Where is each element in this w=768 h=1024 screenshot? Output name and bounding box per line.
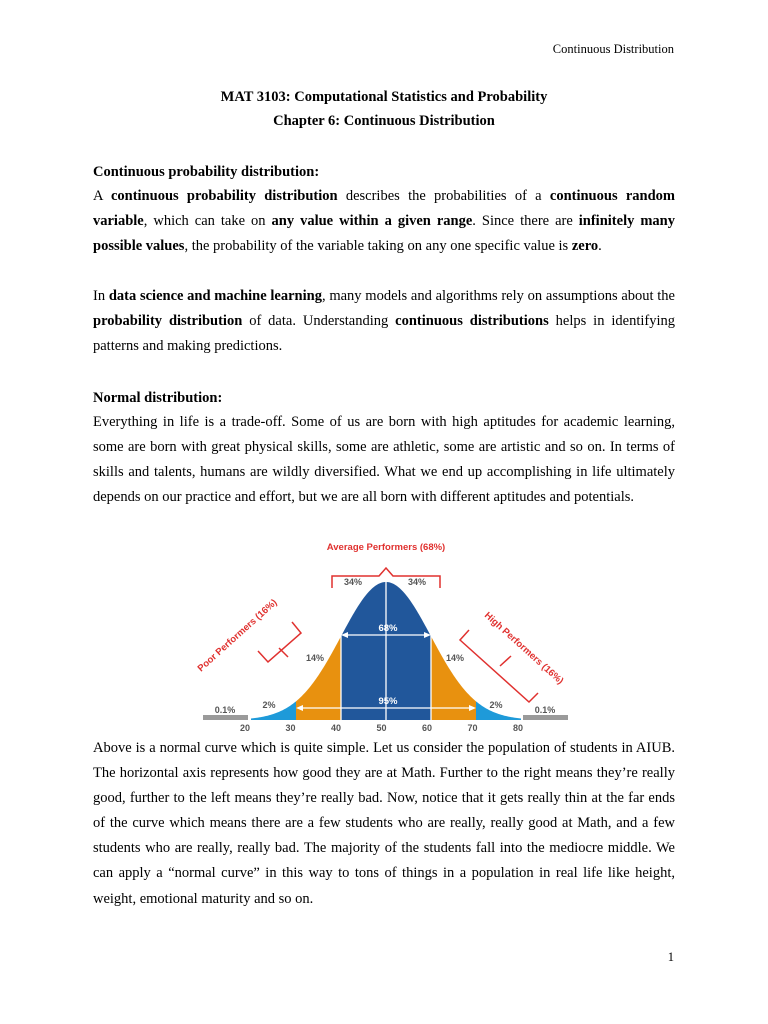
label-01-left: 0.1% [214, 705, 236, 715]
axis-tick-label: 40 [330, 723, 342, 733]
bold-term: probability distribution [93, 313, 243, 330]
paragraph-trade-off: Everything in life is a trade-off. Some of us are born with high aptitudes for academic learning, some are born with great physical skills, some are athletic, some are artistic and so on. In terms of skills and talents, humans are wildly diversified. What we end up accomplishing in life ultimately depends on our practice and effort, but we are all born with different aptitudes and potentials. [93, 414, 675, 506]
paragraph-data-science [93, 284, 675, 359]
bold-term: continuous probability distribution [110, 188, 338, 204]
label-68: 68% [378, 623, 398, 634]
text-run: A [93, 188, 111, 204]
label-14-right: 14% [445, 653, 465, 663]
average-performers-label: Average Performers (68%) [326, 542, 446, 553]
label-2-right: 2% [489, 700, 503, 710]
chapter-title: Chapter 6: Continuous Distribution [273, 113, 495, 129]
axis-tick-label: 60 [421, 723, 433, 733]
label-2-left: 2% [262, 700, 276, 710]
text-run: . Since there are [472, 213, 579, 230]
high-bracket [460, 630, 538, 702]
label-01-right: 0.1% [534, 705, 556, 715]
axis-tick-label: 50 [376, 723, 387, 733]
bold-term: infinitely many possible values [93, 213, 675, 255]
text-run: , which can take on [143, 213, 272, 230]
paragraph-continuous-definition [93, 184, 675, 259]
poor-bracket [258, 622, 301, 662]
label-95: 95% [378, 696, 398, 707]
course-title: MAT 3103: Computational Statistics and Probability [220, 89, 548, 105]
axis-tick-label: 20 [239, 723, 251, 733]
label-34-left: 34% [343, 577, 363, 587]
axis-tick-label: 30 [285, 723, 296, 733]
poor-performers-label: Poor Performers (16%) [195, 597, 280, 675]
axis-tick-label: 80 [512, 723, 524, 733]
axis-ticks [240, 723, 523, 733]
section-heading-normal: Normal distribution: [93, 390, 223, 406]
bold-term: any value within a given range [271, 213, 473, 230]
high-performers-label: High Performers (16%) [481, 610, 566, 687]
normal-curve-figure [193, 538, 577, 734]
running-header: Continuous Distribution [552, 42, 674, 56]
page-number: 1 [667, 950, 674, 964]
label-34-right: 34% [407, 577, 427, 587]
bold-term: continuous random variable [93, 188, 676, 230]
normal-curve-chart [193, 538, 577, 734]
text-run: In [93, 288, 109, 304]
text-run: , many models and algorithms rely on assumptions about the [321, 288, 675, 304]
label-14-left: 14% [305, 653, 325, 663]
bold-term: data science and machine learning [108, 288, 322, 304]
text-run: , the probability of the variable taking on any one specific value is [184, 238, 572, 255]
bold-term: zero [571, 238, 599, 255]
outer-left-bar [203, 715, 248, 720]
paragraph-normal-curve: Above is a normal curve which is quite simple. Let us consider the population of students in AIUB. The horizontal axis represents how good they are at Math. Further to the right means they’re really good, further to the left means they’re really bad. Now, notice that it gets really thin at the far ends of the curve which means there are a few students who are really, really good at Math, and a few students who are really, really bad. The majority of the students fall into the mediocre middle. We can apply a “normal curve” in this way to tons of things in a population in real life like height, weight, emotional maturity and so on. [93, 740, 675, 907]
section-heading-continuous: Continuous probability distribution: [93, 164, 320, 180]
bold-term: continuous distributions [395, 313, 549, 330]
text-run: of data. Understanding [242, 313, 396, 330]
text-run: helps in identifying patterns and making predictions. [93, 313, 676, 355]
text-run: describes the probabilities of a [337, 188, 550, 204]
text-run: . [598, 238, 602, 255]
axis-tick-label: 70 [467, 723, 478, 733]
outer-right-bar [523, 715, 568, 720]
